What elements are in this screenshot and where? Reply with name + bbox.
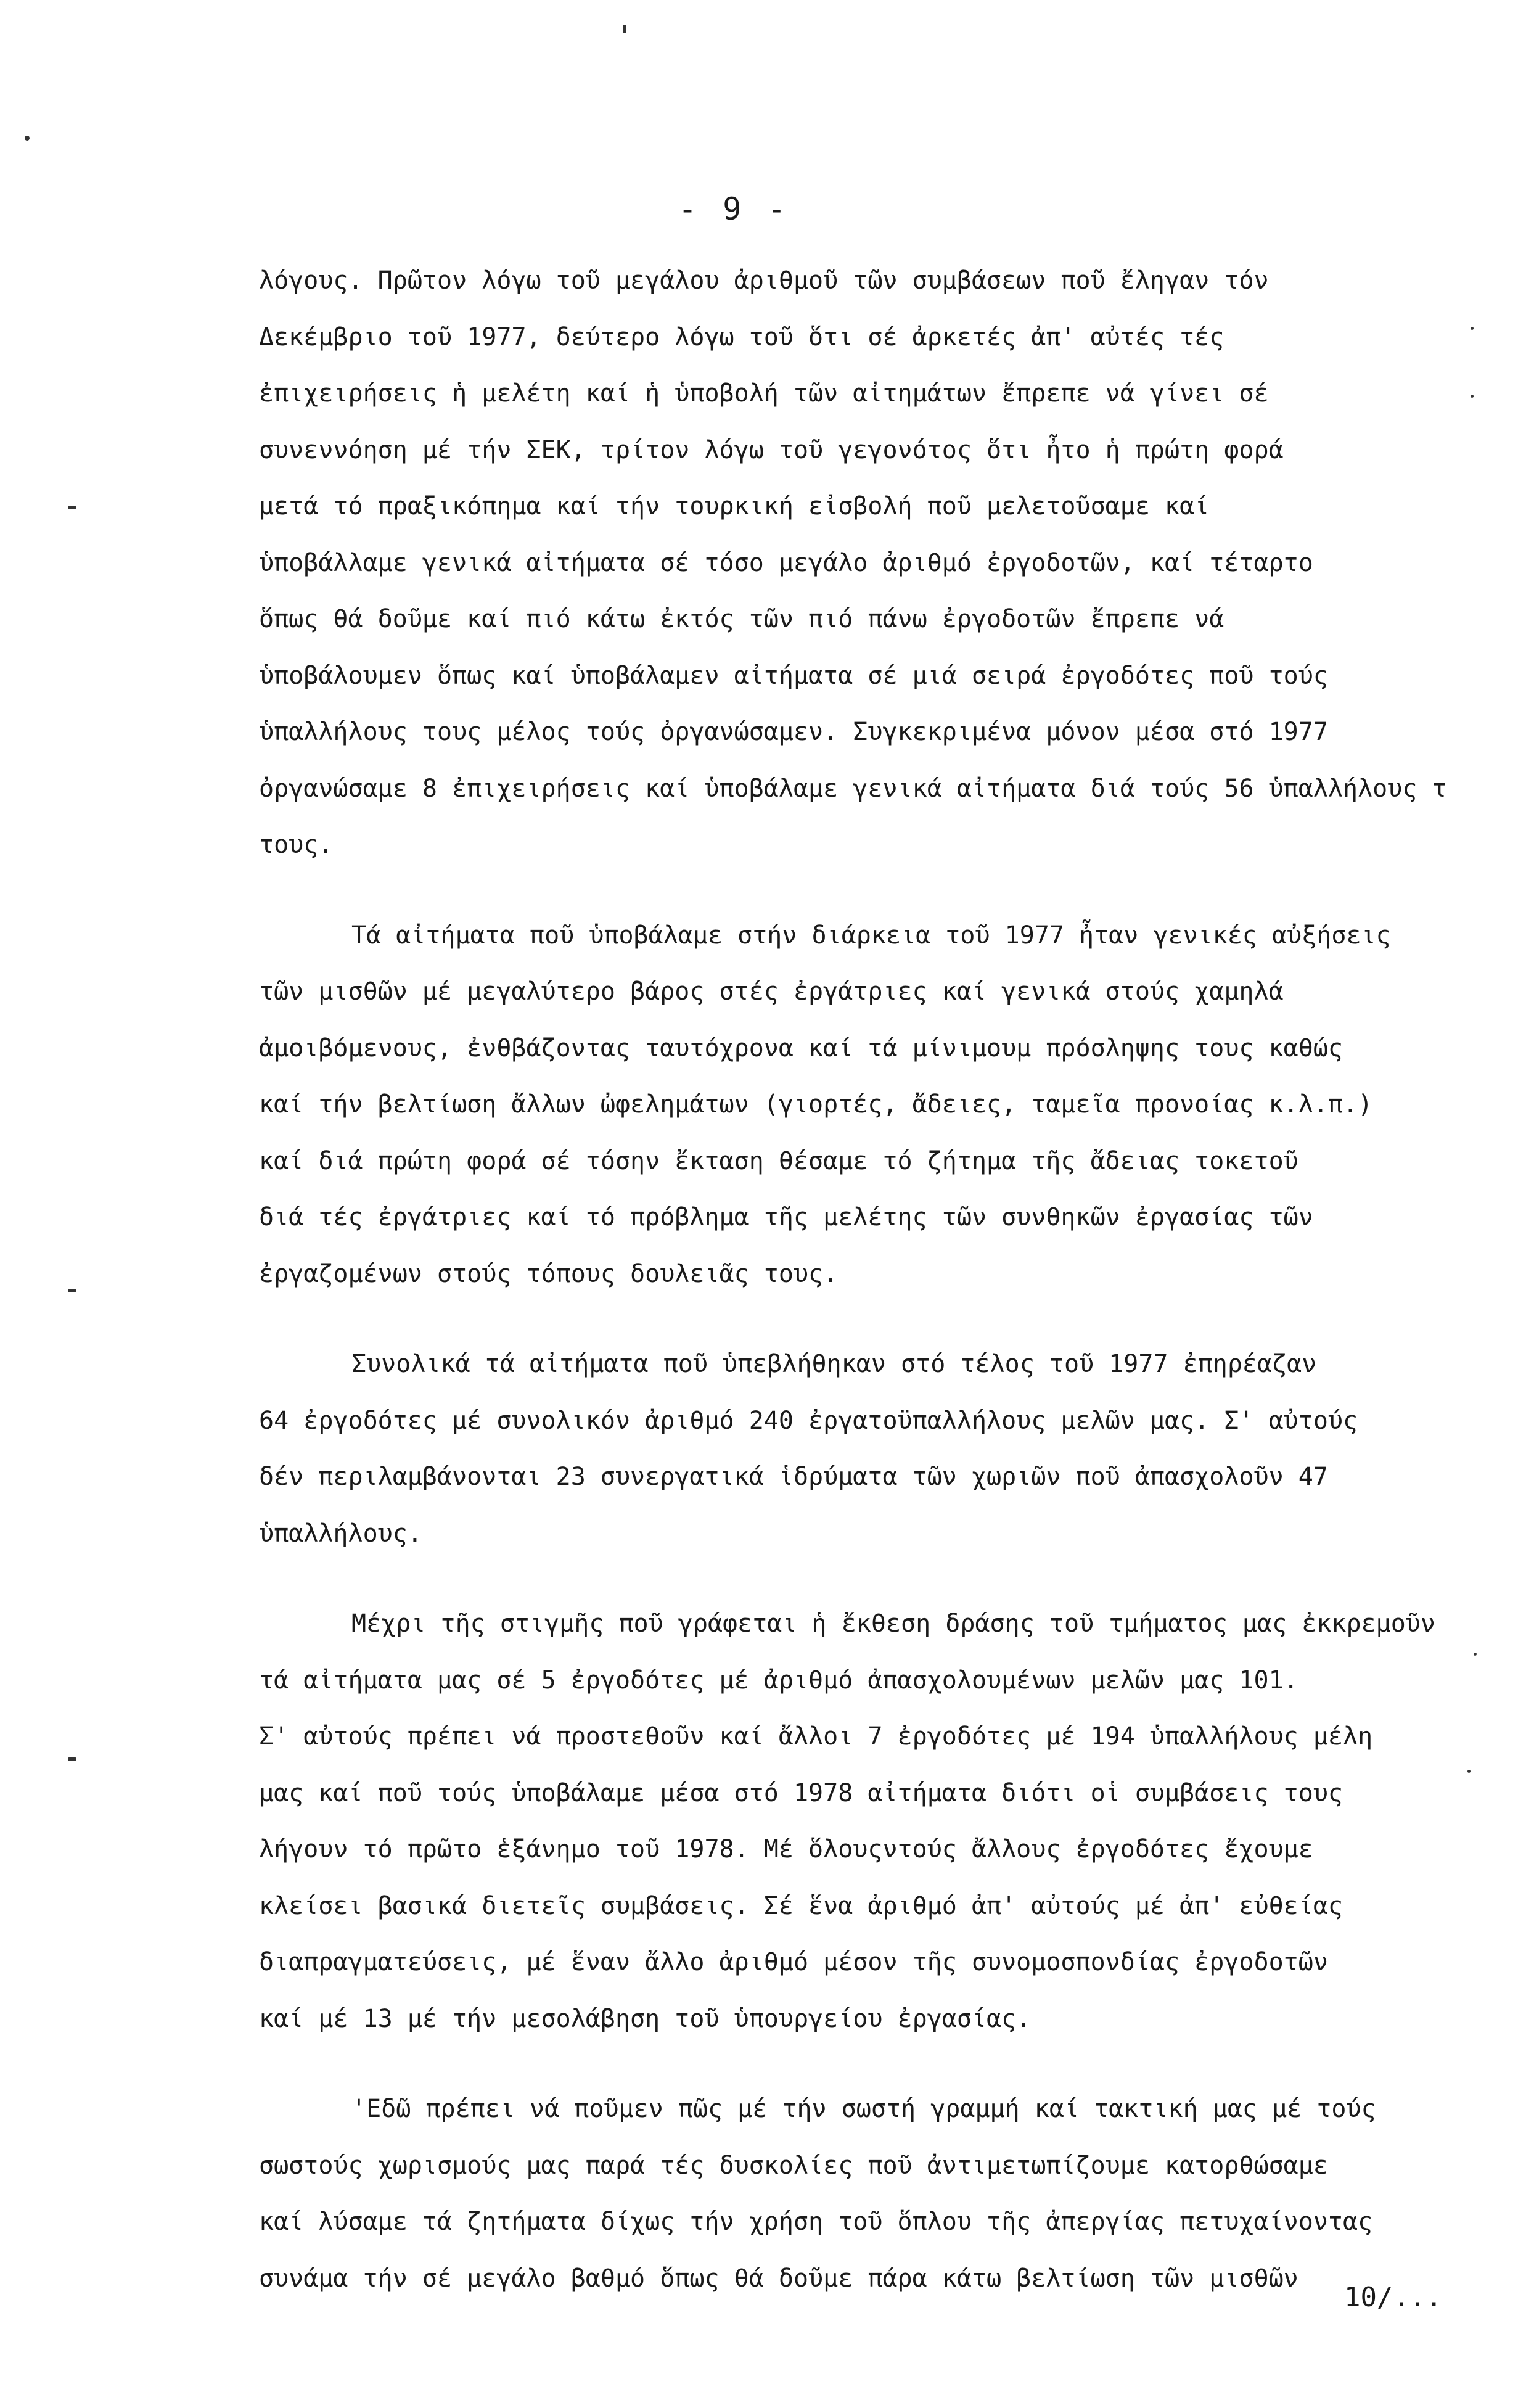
- text-line: σωστούς χωρισμούς μας παρά τές δυσκολίες ποῦ ἀντιμετωπίζουμε κατορθώσαμε: [259, 2151, 1328, 2180]
- text-line: κλείσει βασικά διετεῖς συμβάσεις. Σέ ἕνα ἀριθμό ἀπ' αὐτούς μέ ἀπ' εὐθείας: [259, 1891, 1343, 1920]
- text-line: λήγουν τό πρῶτο ἑξάνημο τοῦ 1978. Μέ ὅλουςντούς ἄλλους ἐργοδότες ἔχουμε: [259, 1835, 1313, 1864]
- paragraph: [259, 1596, 1480, 2047]
- text-line: ὀργανώσαμε 8 ἐπιχειρήσεις καί ὑποβάλαμε γενικά αἰτήματα διά τούς 56 ὑπαλλήλους τ: [259, 774, 1447, 803]
- text-line: Τά αἰτήματα ποῦ ὑποβάλαμε στήν διάρκεια τοῦ 1977 ἦταν γενικές αὐξήσεις: [351, 921, 1391, 950]
- text-line: διαπραγματεύσεις, μέ ἕναν ἄλλο ἀριθμό μέσον τῆς συνομοσπονδίας ἐργοδοτῶν: [259, 1948, 1328, 1976]
- text-line: διά τές ἐργάτριες καί τό πρόβλημα τῆς μελέτης τῶν συνθηκῶν ἐργασίας τῶν: [259, 1203, 1313, 1231]
- text-line: καί λύσαμε τά ζητήματα δίχως τήν χρήση τοῦ ὅπλου τῆς ἀπεργίας πετυχαίνοντας: [259, 2208, 1373, 2236]
- text-line: συνάμα τήν σέ μεγάλο βαθμό ὅπως θά δοῦμε πάρα κάτω βελτίωση τῶν μισθῶν: [259, 2264, 1298, 2293]
- paragraph: [259, 1336, 1480, 1562]
- text-line: τους.: [259, 831, 334, 859]
- text-line: ὑποβάλουμεν ὅπως καί ὑποβάλαμεν αἰτήματα σέ μιά σειρά ἐργοδότες ποῦ τούς: [259, 661, 1328, 690]
- text-line: Μέχρι τῆς στιγμῆς ποῦ γράφεται ἡ ἔκθεση δράσης τοῦ τμήματος μας ἐκκρεμοῦν: [351, 1609, 1435, 1638]
- text-line: ὅπως θά δοῦμε καί πιό κάτω ἐκτός τῶν πιό πάνω ἐργοδοτῶν ἔπρεπε νά: [259, 605, 1224, 633]
- scan-speck: [68, 506, 76, 509]
- scan-speck: [68, 1289, 76, 1292]
- text-line: Δεκέμβριο τοῦ 1977, δεύτερο λόγω τοῦ ὅτι σέ ἀρκετές ἀπ' αὐτές τές: [259, 323, 1224, 351]
- scan-speck: [1471, 327, 1474, 330]
- text-line: ὑπαλλήλους τους μέλος τούς ὀργανώσαμεν. Συγκεκριμένα μόνον μέσα στό 1977: [259, 718, 1328, 746]
- text-line: καί διά πρώτη φορά σέ τόσην ἔκταση θέσαμε τό ζήτημα τῆς ἄδειας τοκετοῦ: [259, 1146, 1298, 1175]
- paragraph: [259, 908, 1480, 1303]
- text-line: ἐργαζομένων στούς τόπους δουλειᾶς τους.: [259, 1259, 839, 1288]
- text-line: 64 ἐργοδότες μέ συνολικόν ἀριθμό 240 ἐργατοϋπαλλήλους μελῶν μας. Σ' αὐτούς: [259, 1406, 1358, 1435]
- text-line: ὑποβάλλαμε γενικά αἰτήματα σέ τόσο μεγάλο ἀριθμό ἐργοδοτῶν, καί τέταρτο: [259, 548, 1313, 577]
- text-line: καί μέ 13 μέ τήν μεσολάβηση τοῦ ὑπουργείου ἐργασίας.: [259, 2004, 1032, 2033]
- paragraph: [259, 2081, 1480, 2307]
- text-line: δέν περιλαμβάνονται 23 συνεργατικά ἱδρύματα τῶν χωριῶν ποῦ ἀπασχολοῦν 47: [259, 1463, 1328, 1491]
- scan-speck: [68, 1757, 76, 1761]
- text-line: ἀμοιβόμενους, ἐνθβάζοντας ταυτόχρονα καί τά μίνιμουμ πρόσληψης τους καθώς: [259, 1033, 1343, 1062]
- text-line: ὑπαλλήλους.: [259, 1519, 422, 1548]
- scan-speck: [1467, 1770, 1471, 1773]
- text-line: τά αἰτήματα μας σέ 5 ἐργοδότες μέ ἀριθμό ἀπασχολουμένων μελῶν μας 101.: [259, 1666, 1298, 1695]
- text-line: ἐπιχειρήσεις ἡ μελέτη καί ἡ ὑποβολή τῶν αἰτημάτων ἔπρεπε νά γίνει σέ: [259, 379, 1269, 408]
- text-line: λόγους. Πρῶτον λόγω τοῦ μεγάλου ἀριθμοῦ τῶν συμβάσεων ποῦ ἔληγαν τόν: [259, 266, 1269, 295]
- text-line: Συνολικά τά αἰτήματα ποῦ ὑπεβλήθηκαν στό τέλος τοῦ 1977 ἐπηρέαζαν: [351, 1350, 1317, 1378]
- text-line: Σ' αὐτούς πρέπει νά προστεθοῦν καί ἄλλοι 7 ἐργοδότες μέ 194 ὑπαλλήλους μέλη: [259, 1722, 1373, 1751]
- paragraph: [259, 253, 1480, 874]
- text-line: τῶν μισθῶν μέ μεγαλύτερο βάρος στές ἐργάτριες καί γενικά στούς χαμηλά: [259, 977, 1284, 1006]
- body-text: [259, 253, 1480, 2307]
- scan-speck: [623, 25, 626, 33]
- page-number: - 9 -: [678, 191, 790, 227]
- text-line: συνεννόηση μέ τήν ΣΕΚ, τρίτον λόγω τοῦ γεγονότος ὅτι ἦτο ἡ πρώτη φορά: [259, 435, 1284, 464]
- text-line: 'Εδῶ πρέπει νά ποῦμεν πῶς μέ τήν σωστή γραμμή καί τακτική μας μέ τούς: [351, 2095, 1376, 2123]
- scan-speck: [25, 136, 30, 141]
- continuation-marker: 10/...: [1344, 2282, 1442, 2313]
- text-line: καί τήν βελτίωση ἄλλων ὠφελημάτων (γιορτές, ἄδειες, ταμεῖα προνοίας κ.λ.π.): [259, 1090, 1373, 1119]
- text-line: μας καί ποῦ τούς ὑποβάλαμε μέσα στό 1978 αἰτήματα διότι οἱ συμβάσεις τους: [259, 1778, 1343, 1807]
- scan-speck: [1474, 1653, 1477, 1656]
- text-line: μετά τό πραξικόπημα καί τήν τουρκική εἰσβολή ποῦ μελετοῦσαμε καί: [259, 492, 1210, 520]
- scan-speck: [1471, 395, 1474, 398]
